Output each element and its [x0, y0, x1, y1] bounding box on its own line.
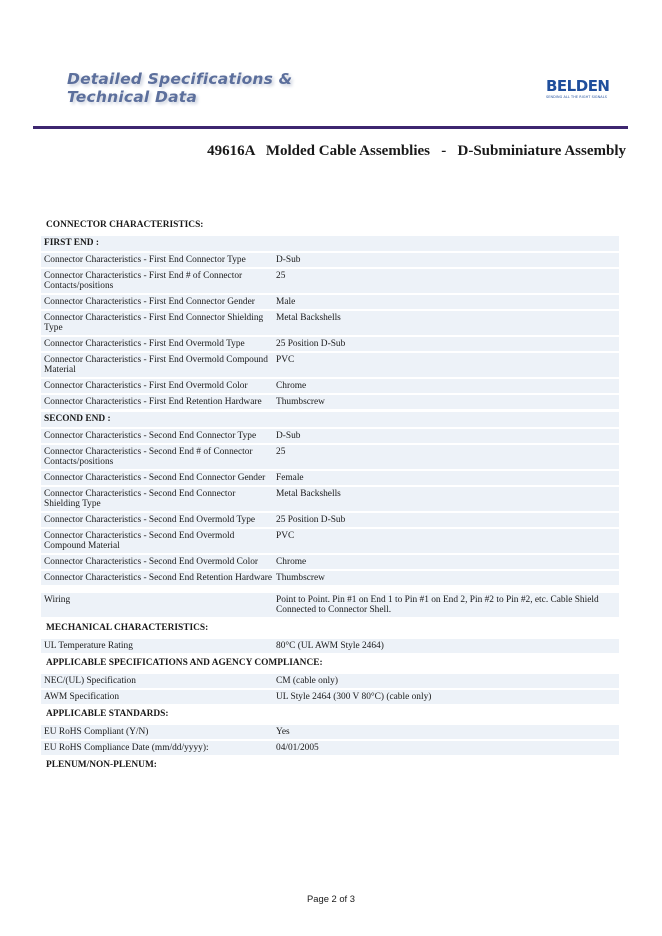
spec-row — [41, 353, 619, 377]
spec-row — [41, 674, 619, 688]
first-end-table — [41, 253, 619, 409]
spec-value: Thumbscrew — [276, 397, 325, 407]
spec-key: Connector Characteristics - Second End Connector Gender — [44, 473, 266, 483]
page-number: Page 2 of 3 — [307, 893, 355, 904]
spec-key: Connector Characteristics - First End Retention Hardware — [44, 397, 262, 407]
spec-value: Yes — [276, 727, 290, 737]
second-end-table — [41, 429, 619, 585]
spec-row — [41, 445, 619, 469]
spec-value: PVC — [276, 355, 295, 365]
spec-row — [41, 337, 619, 351]
spec-row — [41, 555, 619, 569]
spec-key: Connector Characteristics - First End # of Connector Contacts/positions — [44, 271, 243, 291]
spec-row — [41, 295, 619, 309]
spec-value: Female — [276, 473, 304, 483]
spec-row — [41, 471, 619, 485]
spec-key: Connector Characteristics - Second End Overmold Color — [44, 557, 259, 567]
spec-value: CM (cable only) — [276, 676, 338, 686]
spec-value: UL Style 2464 (300 V 80°C) (cable only) — [276, 692, 432, 702]
section-heading-compliance: APPLICABLE SPECIFICATIONS AND AGENCY COMPLIANCE: — [46, 658, 323, 668]
spec-value: Thumbscrew — [276, 573, 325, 583]
spec-value: 25 Position D-Sub — [276, 515, 346, 525]
title-line-2: Technical Data — [67, 88, 198, 106]
spec-key: Connector Characteristics - First End Connector Gender — [44, 297, 255, 307]
mechanical-table — [41, 639, 619, 653]
header-divider — [33, 126, 628, 129]
spec-row — [41, 253, 619, 267]
document-title-graphic — [67, 70, 292, 106]
spec-key: EU RoHS Compliant (Y/N) — [44, 727, 149, 737]
spec-key: Connector Characteristics - Second End Overmold Type — [44, 515, 256, 525]
spec-row — [41, 395, 619, 409]
spec-key: Connector Characteristics - Second End Retention Hardware — [44, 573, 273, 583]
spec-key: Connector Characteristics - First End Overmold Type — [44, 339, 245, 349]
spec-key: Connector Characteristics - Second End Connector Type — [44, 431, 257, 441]
spec-key: Connector Characteristics - First End Overmold Color — [44, 381, 248, 391]
spec-value: D-Sub — [276, 431, 301, 441]
spec-value: Point to Point. Pin #1 on End 1 to Pin #1 on End 2, Pin #2 to Pin #2, etc. Cable Shield Connected to Connector Shell. — [276, 595, 599, 615]
spec-row — [41, 529, 619, 553]
subheading-first-end: FIRST END : — [41, 236, 619, 251]
spec-key: EU RoHS Compliance Date (mm/dd/yyyy): — [44, 743, 209, 753]
standards-table — [41, 725, 619, 755]
spec-value: Chrome — [276, 557, 307, 567]
spec-row — [41, 429, 619, 443]
spec-row — [41, 741, 619, 755]
spec-key: Wiring — [44, 595, 71, 605]
spec-value: D-Sub — [276, 255, 301, 265]
spec-key: Connector Characteristics - First End Connector Shielding Type — [44, 313, 264, 333]
spec-key: Connector Characteristics - First End Connector Type — [44, 255, 246, 265]
section-heading-mechanical: MECHANICAL CHARACTERISTICS: — [46, 623, 209, 633]
spec-row — [41, 379, 619, 393]
subheading-second-end: SECOND END : — [41, 412, 619, 427]
spec-value: PVC — [276, 531, 295, 541]
spec-value: 25 — [276, 447, 286, 457]
spec-value: 04/01/2005 — [276, 743, 319, 753]
spec-key: AWM Specification — [44, 692, 120, 702]
section-heading-plenum: PLENUM/NON-PLENUM: — [46, 760, 157, 770]
spec-content — [41, 217, 619, 776]
spec-row — [41, 513, 619, 527]
spec-row — [41, 311, 619, 335]
spec-key: Connector Characteristics - Second End # of Connector Contacts/positions — [44, 447, 253, 467]
spec-row-wiring — [41, 593, 619, 617]
spec-key: Connector Characteristics - Second End Overmold Compound Material — [44, 531, 235, 551]
belden-logo — [546, 78, 618, 102]
spec-key: NEC/(UL) Specification — [44, 676, 136, 686]
title-line-1: Detailed Specifications & — [67, 70, 293, 88]
spec-row — [41, 725, 619, 739]
spec-key: Connector Characteristics - First End Overmold Compound Material — [44, 355, 268, 375]
logo-tagline: SENDING ALL THE RIGHT SIGNALS — [546, 95, 607, 99]
spec-value: Chrome — [276, 381, 307, 391]
spec-row — [41, 487, 619, 511]
spec-row — [41, 639, 619, 653]
spec-value: Male — [276, 297, 296, 307]
spec-row — [41, 571, 619, 585]
page-header — [0, 0, 662, 130]
product-title: 49616A Molded Cable Assemblies - D-Subminiature Assembly — [207, 143, 626, 159]
spec-value: Metal Backshells — [276, 489, 341, 499]
spec-value: Metal Backshells — [276, 313, 341, 323]
spec-row — [41, 269, 619, 293]
spec-value: 25 — [276, 271, 286, 281]
section-heading-connector: CONNECTOR CHARACTERISTICS: — [46, 220, 204, 230]
compliance-table — [41, 674, 619, 704]
section-heading-standards: APPLICABLE STANDARDS: — [46, 709, 169, 719]
spec-row — [41, 690, 619, 704]
spec-value: 80°C (UL AWM Style 2464) — [276, 641, 384, 651]
spec-key: Connector Characteristics - Second End Connector Shielding Type — [44, 489, 236, 509]
spec-value: 25 Position D-Sub — [276, 339, 346, 349]
spec-key: UL Temperature Rating — [44, 641, 133, 651]
logo-text: BELDEN — [546, 77, 610, 95]
